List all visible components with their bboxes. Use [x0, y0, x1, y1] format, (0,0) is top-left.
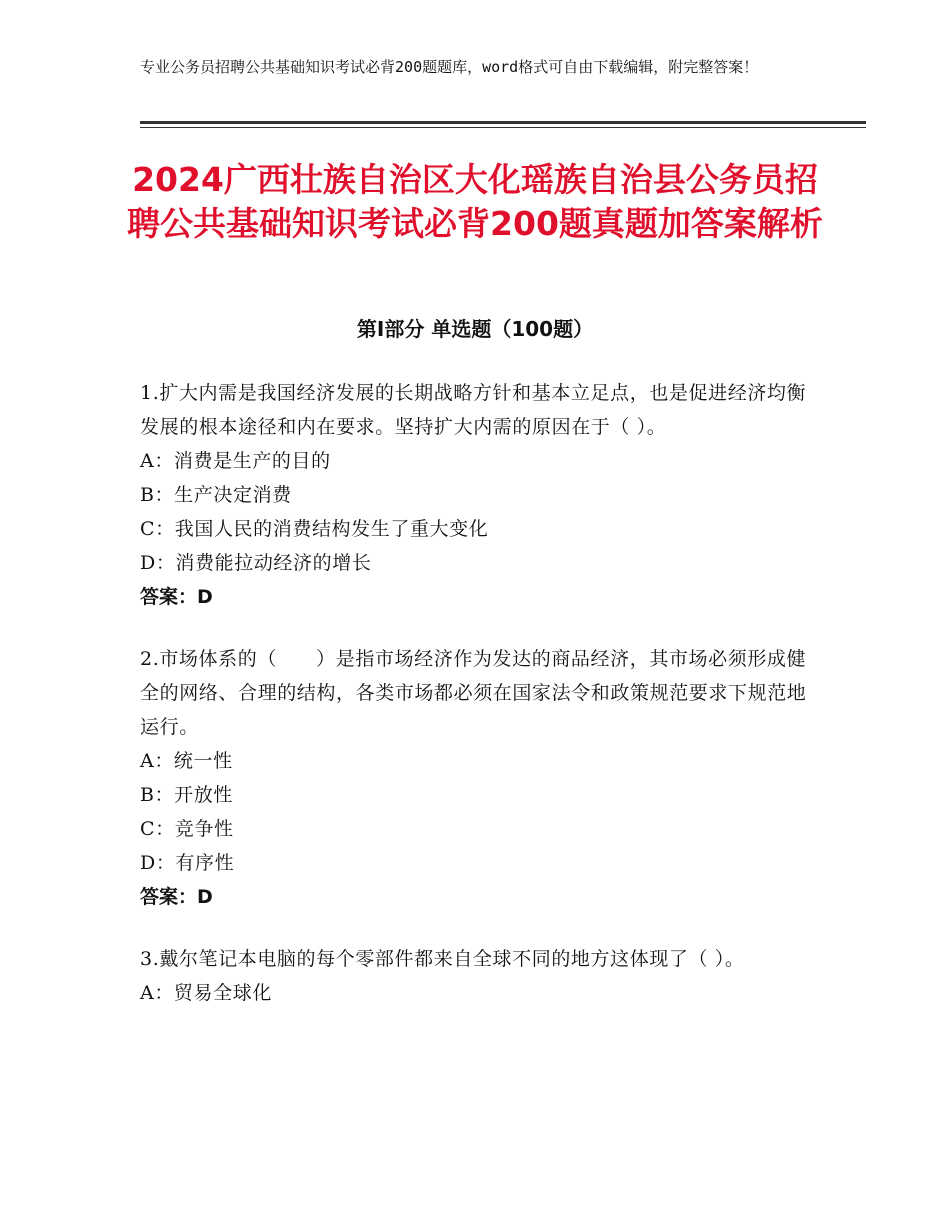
header-rule-thick	[140, 121, 866, 124]
option-b: B：开放性	[140, 784, 233, 806]
question-2	[140, 642, 820, 914]
section-title: 第Ⅰ部分 单选题（100题）	[356, 317, 594, 341]
question-stem: 3.戴尔笔记本电脑的每个零部件都来自全球不同的地方这体现了（ ）。	[140, 948, 745, 970]
question-list	[140, 376, 820, 1038]
question-stem: 2.市场体系的（ ）是指市场经济作为发达的商品经济，其市场必须形成健全的网络、合理的结构，各类市场都必须在国家法令和政策规范要求下规范地运行。	[140, 648, 807, 738]
option-a: A：贸易全球化	[140, 982, 272, 1004]
question-1	[140, 376, 820, 614]
option-c: C：竞争性	[140, 818, 234, 840]
option-b: B：生产决定消费	[140, 484, 292, 506]
option-a: A：消费是生产的目的	[140, 450, 331, 472]
option-d: D：消费能拉动经济的增长	[140, 552, 372, 574]
option-c: C：我国人民的消费结构发生了重大变化	[140, 518, 489, 540]
header-note: 专业公务员招聘公共基础知识考试必背200题题库，word格式可自由下载编辑，附完整答案！	[140, 58, 759, 76]
question-3	[140, 942, 820, 1010]
header-rule-thin	[140, 127, 866, 128]
document-title: 2024广西壮族自治区大化瑶族自治县公务员招聘公共基础知识考试必背200题真题加答案解析	[127, 160, 823, 243]
question-stem: 1.扩大内需是我国经济发展的长期战略方针和基本立足点，也是促进经济均衡发展的根本途径和内在要求。坚持扩大内需的原因在于（ ）。	[140, 382, 807, 438]
answer: 答案：D	[140, 586, 213, 608]
option-a: A：统一性	[140, 750, 233, 772]
answer: 答案：D	[140, 886, 213, 908]
option-d: D：有序性	[140, 852, 235, 874]
